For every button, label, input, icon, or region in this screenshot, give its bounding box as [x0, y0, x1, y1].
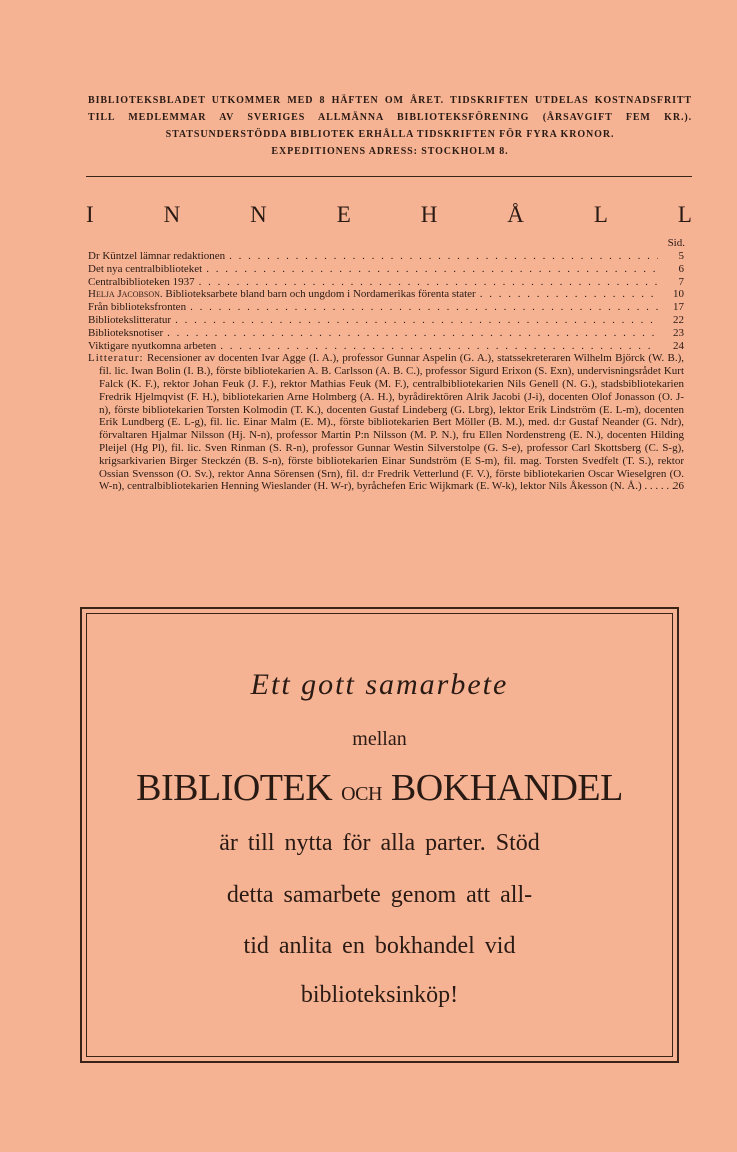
toc-item-title: Från biblioteksfronten: [88, 301, 187, 314]
toc-item-page: 17: [673, 301, 684, 314]
advertisement-box: [80, 607, 679, 1063]
toc-item-page: 22: [673, 313, 684, 326]
title-letter: I: [86, 202, 94, 227]
toc-item: [88, 340, 684, 353]
toc-item-title: Centralbiblioteken 1937: [88, 275, 195, 288]
ad-body-line: är till nytta för alla parter. Stöd: [219, 830, 540, 856]
title-letter: Å: [507, 202, 524, 227]
toc-item: [88, 327, 684, 340]
sid-label: Sid.: [667, 237, 685, 249]
header-text: BIBLIOTEKSBLADET UTKOMMER MED 8 HÄFTEN OM ÅRET. TIDSKRIFTEN UTDELAS KOSTNADSFRITT TILL MEDLEMMAR AV SVERIGES ALLMÄNNA BIBLIOTEKSFÖRENING (ÅRSAVGIFT FEM KR.). STATSUNDERSTÖDDA BIBLIOTEK ERHÅLLA TIDSKRIFTEN FÖR FYRA KRONOR.: [88, 95, 692, 140]
toc-item: [88, 314, 684, 327]
table-of-contents: [88, 250, 684, 493]
toc-item: [88, 276, 684, 289]
litteratur-text: Recensioner av docenten Ivar Agge (I. A.), professor Gunnar Aspelin (G. A.), statssekreteraren Wilhelm Björck (W. B.), fil. lic. Iwan Bolin (I. B.), förste bibliotekarien A. B. Carlsson (A. B. C.), professor Sigurd Erixon (S. Exn), undervisningsrådet Kurt Falck (K. F.), rektor Johan Feuk (J. F.), rektor Mathias Feuk (M. F.), centralbibliotekarien Nils Genell (N. G.), stadsbibliotekarien Fredrik Hjelmqvist (F. H.), bibliotekarien Arne Holmberg (A. H.), byrådirektören Alrik Jacobi (J-i), docenten Olof Jonasson (O. J-n), förste bibliotekarien Torsten Kolmodin (T. K.), docenten Gustaf Lindeberg (G. Lbrg), lektor Erik Lindström (E. L-m), docenten Erik Lundberg (E. L-g), fil. lic. Einar Malm (E. M)., förste bibliotekarien Bert Möller (B. M.), med. d:r Gustaf Neander (G. Ndr), förvaltaren Hjalmar Nilsson (Hj. N-n), professor Martin P:n Nilsson (M. P. N.), fru Ellen Nordenstreng (E. N.), docenten Hilding Pleijel (Hg Pl), fil. lic. Sven Rinman (S. R-n), professor Gunnar Westin Silverstolpe (G. S-e), professor Carl Skottsberg (C. S-g), krigsarkivarien Birger Steckzén (B. S-n), förste bibliotekarien Einar Sundström (E S-m), fil. mag. Torsten Svedfelt (T. S.), rektor Ossian Svensson (O. Sv.), rektor Anna Sörensen (Srn), fil. d:r Fredrik Vetterlund (F. V.), förste bibliotekarien Oscar Wieselgren (O. W-n), centralbibliotekarien Henning Wieslander (H. W-r), byråchefen Eric Wijkmark (E. W-k), lektor Nils Åkesson (N. Å.) . . . . . .: [99, 352, 685, 493]
header-divider: [86, 176, 692, 177]
toc-item: [88, 301, 684, 314]
toc-item-title: Viktigare nyutkomna arbeten: [88, 339, 217, 352]
toc-item-author: Helja Jacobson.: [88, 288, 163, 301]
header-address: EXPEDITIONENS ADRESS: STOCKHOLM 8.: [271, 146, 509, 157]
toc-item-title: Biblioteksarbete bland barn och ungdom i Nordamerikas förenta stater: [162, 288, 476, 301]
advertisement-inner-border: [86, 613, 673, 1057]
title-letter: L: [593, 202, 608, 227]
title-letter: L: [677, 202, 692, 227]
toc-item-title: Biblioteksnotiser: [88, 326, 164, 339]
toc-item-page: 6: [678, 262, 684, 275]
ad-body-line: detta samarbete genom att all-: [226, 882, 533, 908]
toc-item-page: 5: [678, 250, 684, 262]
toc-item: [88, 263, 684, 276]
toc-litteratur: Litteratur: Recensioner av docenten Ivar Agge (I. A.), professor Gunnar Aspelin (G. A.), statssekreteraren Wilhelm Björck (W. B.), fil. lic. Iwan Bolin (I. B.), förste bibliotekarien A. B. Carlsson (A. B. C.), professor Sigurd Erixon (S. Exn), undervisningsrådet Kurt Falck (K. F.), rektor Johan Feuk (J. F.), rektor Mathias Feuk (M. F.), centralbibliotekarien Nils Genell (N. G.), stadsbibliotekarien Fredrik Hjelmqvist (F. H.), bibliotekarien Arne Holmberg (A. H.), byrådirektören Alrik Jacobi (J-i), docenten Olof Jonasson (O. J-n), förste bibliotekarien Torsten Kolmodin (T. K.), docenten Gustaf Lindeberg (G. Lbrg), lektor Erik Lindström (E. L-m), docenten Erik Lundberg (E. L-g), fil. lic. Einar Malm (E. M)., förste bibliotekarien Bert Möller (B. M.), med. d:r Gustaf Neander (G. Ndr), förvaltaren Hjalmar Nilsson (Hj. N-n), professor Martin P:n Nilsson (M. P. N.), fru Ellen Nordenstreng (E. N.), docenten Hilding Pleijel (Hg Pl), fil. lic. Sven Rinman (S. R-n), professor Gunnar Westin Silverstolpe (G. S-e), professor Carl Skottsberg (C. S-g), krigsarkivarien Birger Steckzén (B. S-n), förste bibliotekarien Einar Sundström (E S-m), fil. mag. Torsten Svedfelt (T. S.), rektor Ossian Svensson (O. Sv.), rektor Anna Sörensen (Srn), fil. d:r Fredrik Vetterlund (F. V.), förste bibliotekarien Oscar Wieselgren (O. W-n), centralbibliotekarien Henning Wieslander (H. W-r), byråchefen Eric Wijkmark (E. W-k), lektor Nils Åkesson (N. Å.) . . . . . . 26: [88, 352, 685, 493]
toc-item-title: Bibliotekslitteratur: [88, 313, 172, 326]
toc-item-title: Det nya centralbiblioteket: [88, 262, 203, 275]
toc-item: [88, 250, 684, 263]
toc-item-page: 7: [678, 275, 684, 288]
ad-body-line: biblioteksinköp!: [300, 982, 459, 1008]
toc-item-page: 10: [673, 288, 684, 301]
title-letter: H: [420, 202, 438, 227]
contents-title: [86, 202, 692, 228]
ad-headline: Ett gott samarbete: [250, 668, 509, 701]
litteratur-label: Litteratur:: [88, 352, 144, 365]
toc-item-page: 24: [673, 339, 684, 352]
toc-item-page: 23: [673, 326, 684, 339]
toc-item-title: Dr Küntzel lämnar redaktionen: [88, 250, 226, 262]
header-notice: [88, 92, 692, 160]
title-letter: E: [336, 202, 351, 227]
title-letter: N: [163, 202, 181, 227]
ad-line-mellan: mellan: [352, 728, 407, 750]
title-letter: N: [250, 202, 267, 227]
ad-body-line: tid anlita en bokhandel vid: [243, 933, 516, 959]
ad-main-line: BIBLIOTEK och BOKHANDEL: [136, 767, 623, 809]
toc-item: [88, 288, 684, 301]
